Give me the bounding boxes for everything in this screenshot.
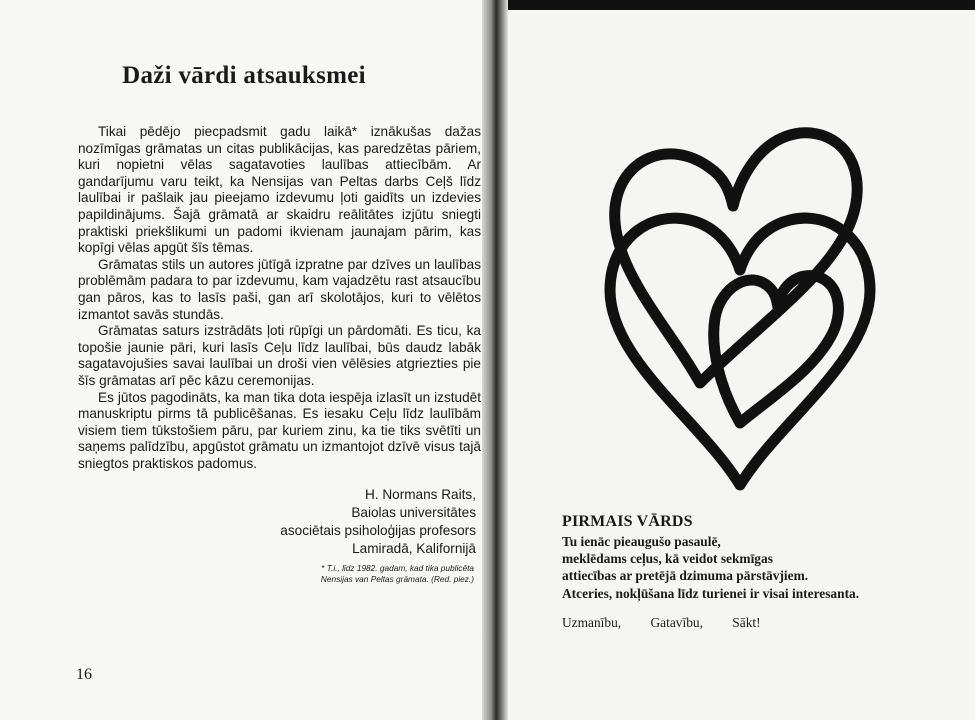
- paragraph-1: Tikai pēdējo piecpadsmit gadu laikā* iznākušas dažas nozīmīgas grāmatas un citas publikācijas, kas paredzētas pāriem, kuri nopietni vēlas sagatavoties laulības attiecībām. Ar gandarījumu varu teikt, ka Nensijas van Peltas darbs Ceļš līdz laulībai ir pašlaik jau pieejamo izdevumu ļoti gaidīts un izdevies papildinājums. Šajā grāmatā ar skaidru reālitātes izjūtu sniegti praktiski priekšlikumi un padomi ikvienam jaunajam pārim, kas kopīgi vēlas apgūt šīs tēmas.: [78, 124, 481, 256]
- chapter-line-4: Atceries, nokļūšana līdz turienei ir visai interesanta.: [562, 585, 860, 601]
- signature-location: Lamiradā, Kalifornijā: [352, 541, 476, 556]
- paragraph-3: Grāmatas saturs izstrādāts ļoti rūpīgi un pārdomāti. Es ticu, ka topošie jaunie pāri, kuri lasīs Ceļu līdz laulībai, būs daudz labāk sagatavojušies savai laulībai un droši vien vēlēsies atgriezties pie šīs grāmatas arī pēc kāzu ceremonijas.: [78, 323, 481, 388]
- cta-word-2: Gatavību,: [650, 614, 703, 630]
- chapter-line-3: attiecības ar pretējā dzimuma pārstāvjiem.: [562, 568, 809, 584]
- signature-university: Baiolas universitātes: [351, 505, 476, 520]
- ready-set-go: [562, 615, 952, 631]
- cta-word-1: Uzmanību,: [562, 614, 622, 630]
- chapter-line-2: meklēdams ceļus, kā veidot sekmīgas: [562, 551, 773, 567]
- footnote-line-2: Nensijas van Peltas grāmata. (Red. piez.): [320, 574, 474, 584]
- page-edge-shadow: [503, 0, 975, 10]
- interlocking-hearts-icon: [590, 98, 890, 508]
- page-title: Daži vārdi atsauksmei: [122, 61, 366, 89]
- chapter-line-1: Tu ienāc pieaugušo pasaulē,: [562, 534, 721, 549]
- footnote: [234, 563, 474, 585]
- footnote-line-1: * T.i., līdz 1982. gadam, kad tika publicēta: [321, 563, 474, 573]
- chapter-intro: [562, 513, 952, 631]
- signature-name: H. Normans Raits,: [364, 487, 476, 502]
- book-gutter: [482, 0, 508, 720]
- review-text: [78, 124, 481, 472]
- cta-word-3: Sākt!: [732, 614, 761, 630]
- signature-block: [176, 486, 476, 558]
- chapter-title: PIRMAIS VĀRDS: [562, 513, 693, 530]
- signature-position: asociētais psiholoģijas profesors: [280, 523, 476, 538]
- page-number: 16: [76, 666, 92, 683]
- paragraph-4: Es jūtos pagodināts, ka man tika dota iespēja izlasīt un izstudēt manuskriptu pirms tā publicēšanas. Es iesaku Ceļu līdz laulībām visiem tiem tūkstošiem pāru, par kuriem zinu, ka tie tiks svētīti un saņems palīdzību, apgūstot grāmatu un izmantojot dzīvē visus tajā sniegtos praktiskos padomus.: [78, 389, 481, 471]
- paragraph-2: Grāmatas stils un autores jūtīgā izpratne par dzīves un laulības problēmām padara to par izdevumu, kam vajadzētu rast atsaucību gan pāros, kas to lasīs paši, gan arī skolotājos, kuri to vēlētos izmantot savās stundās.: [78, 256, 481, 322]
